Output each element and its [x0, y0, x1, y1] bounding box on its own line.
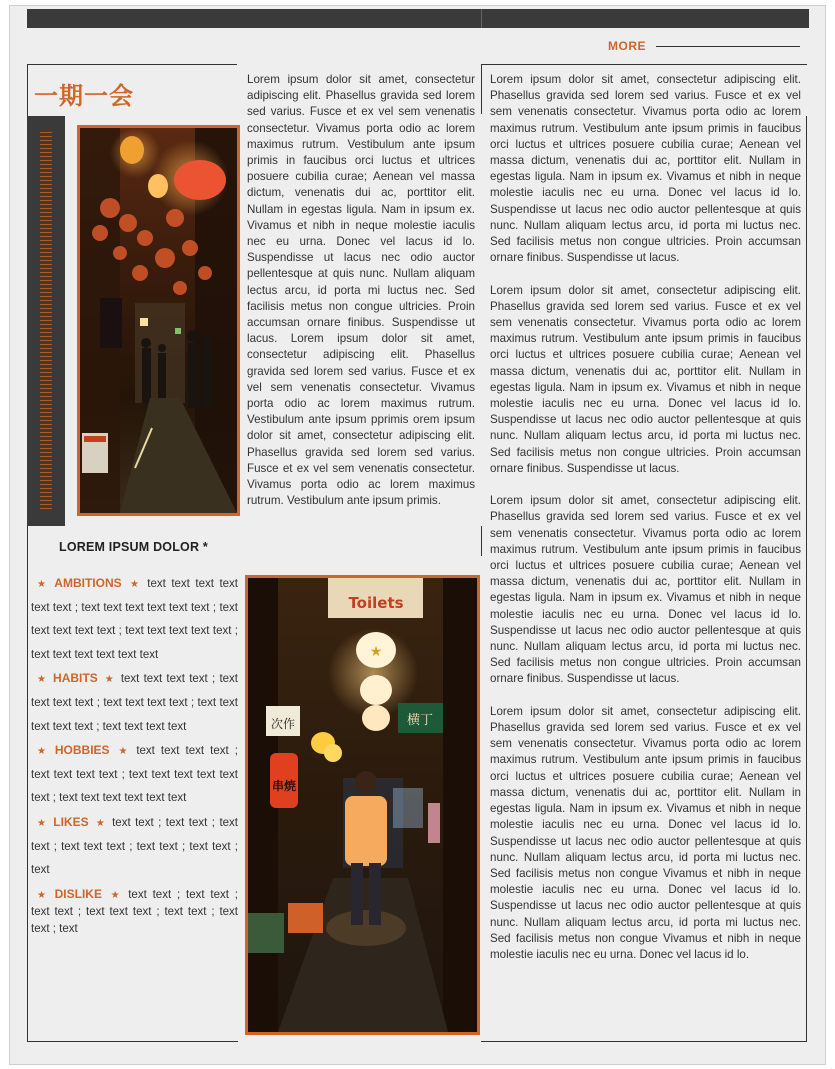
lantern-street-photo	[77, 125, 240, 516]
trait-likes	[31, 811, 238, 883]
decorative-strip	[27, 116, 65, 526]
trait-habits	[31, 667, 238, 739]
star-icon: ★	[37, 579, 49, 590]
middle-column-text: Lorem ipsum dolor sit amet, consectetur adipiscing elit. Phasellus gravida sed lorem sed varius. Fusce et ex vel sem venenatis consectetur. Vivamus porta odio ac lorem maximus rutrum. Vestibulum ante ipsum primis in faucibus orci luctus et ultrices posuere cubilia curae; Aenean vel massa dictum, venenatis dui ac, porttitor elit. Nullam in egestas ligula. Nam in ipsum ex. Vivamus et nibh in neque molestie iaculis nec eu urna. Donec vel lacus id lo. Suspendisse ut lacus nec odio auctor pellentesque at quis nunc. Nullam aliquam lectus arcu, id porta mi luctus nec. Sed facilisis metus non congue ultricies. Proin accumsan ornare finibus. Suspendisse ut lacus. Lorem ipsum dolor sit amet, consectetur adipiscing elit. Phasellus gravida sed lorem sed varius. Fusce et ex vel sem venenatis consectetur. Vivamus porta odio ac lorem maximus rutrum. Vestibulum ante ipsum pprimis orem ipsum dolor sit amet, consectetur adipiscing elit. Phasellus gravida sed lorem sed varius. Fusce et ex vel sem venenatis consectetur. Vivamus porta odio ac lorem maximus rutrum. Vestibulum ante ipsum primis.	[247, 73, 475, 508]
hatch-pattern	[40, 132, 52, 512]
trait-key: DISLIKE	[54, 886, 102, 901]
trait-text: text text ; text text ; text text ; text text text ; text text ; text text ; text	[31, 888, 238, 935]
right-column-bottom-rule	[481, 1041, 807, 1042]
top-bar-divider	[481, 9, 482, 28]
trait-ambitions	[31, 572, 238, 667]
star-icon: ★	[107, 889, 123, 901]
trait-text: text text ; text text ; text text ; text text text ; text text ; text text ; text	[31, 816, 238, 877]
star-icon: ★	[103, 674, 115, 686]
star-icon: ★	[37, 889, 49, 901]
magazine-page	[9, 5, 826, 1065]
right-column-right-rule	[806, 116, 807, 1042]
right-paragraph: Lorem ipsum dolor sit amet, consectetur adipiscing elit. Phasellus gravida sed lorem sed varius. Fusce et ex vel sem venenatis consectetur. Vivamus porta odio ac lorem maximus rutrum. Vestibulum ante ipsum primis in faucibus orci luctus et ultrices posuere cubilia curae; Aenean vel massa dictum, venenatis dui ac, porttitor elit. Nullam in egestas ligula. Nam in ipsum ex. Vivamus et nibh in neque molestie iaculis nec eu urna. Donec vel lacus id lo. Suspendisse ut lacus nec odio auctor pellentesque at quis nunc. Nullam aliquam lectus arcu, id porta mi luctus nec. Sed facilisis metus non congue ultricies. Proin accumsan ornare finibus. Suspendisse ut lacus.	[490, 283, 801, 475]
more-rule	[656, 46, 800, 47]
toilets-sign: Toilets	[348, 594, 404, 612]
alley-photo	[245, 575, 480, 1035]
trait-hobbies	[31, 739, 238, 811]
trait-key: LIKES	[53, 814, 89, 829]
trait-key: HOBBIES	[54, 743, 110, 758]
lantern-star: ★	[369, 643, 383, 659]
lantern-street-illustration	[80, 128, 237, 513]
more-link[interactable]: MORE	[608, 39, 646, 53]
right-paragraph: Lorem ipsum dolor sit amet, consectetur adipiscing elit. Phasellus gravida sed lorem sed varius. Fusce et ex vel sem venenatis consectetur. Vivamus porta odio ac lorem maximus rutrum. Vestibulum ante ipsum primis in faucibus orci luctus et ultrices posuere cubilia curae; Aenean vel massa dictum, venenatis dui ac, porttitor elit. Nullam in egestas ligula. Nam in ipsum ex. Vivamus et nibh in neque molestie iaculis nec eu urna. Donec vel lacus id lo. Suspendisse ut lacus nec odio auctor pellentesque at quis nunc. Nullam aliquam lectus arcu, id porta mi luctus nec. Sed facilisis metus non congue ultricies. Proin accumsan ornare finibus. Suspendisse ut lacus.	[490, 494, 801, 686]
star-icon: ★	[127, 579, 142, 590]
trait-text: text text text text ; text text text text ; text text text text ; text text text text text ; text text text text	[31, 673, 238, 733]
right-column-top-rule	[481, 64, 807, 65]
right-paragraph: Lorem ipsum dolor sit amet, consectetur adipiscing elit. Phasellus gravida sed lorem sed varius. Fusce et ex vel sem venenatis consectetur. Vivamus porta odio ac lorem maximus rutrum. Vestibulum ante ipsum primis in faucibus orci luctus et ultrices posuere cubilia curae; Aenean vel massa dictum, venenatis dui ac, porttitor elit. Nullam in egestas ligula. Nam in ipsum ex. Vivamus et nibh in neque molestie iaculis nec eu urna. Donec vel lacus id lo. Suspendisse ut lacus nec odio auctor pellentesque at quis nunc. Nullam aliquam lectus arcu, id porta mi luctus nec. Sed facilisis metus non congue Vivamus et nibh in neque molestie iaculis nec eu urna. Donec vel lacus id lo. Suspendisse ut lacus nec odio auctor pellentesque at quis nunc. Nullam aliquam lectus arcu, id porta mi luctus nec. Sed facilisis metus non congue Vivamus et nibh in neque molestie iaculis nec eu urna. Donec vel lacus id lo.	[490, 704, 801, 961]
alley-illustration	[248, 578, 477, 1032]
trait-text: text text text text text text ; text text text text text text ; text text text text text ; text text text text text ; text text text text text text	[31, 578, 239, 661]
right-column-text	[490, 72, 801, 979]
traits-list	[31, 572, 238, 937]
sign-yokocho: 横丁	[406, 713, 434, 728]
right-paragraph: Lorem ipsum dolor sit amet, consectetur adipiscing elit. Phasellus gravida sed lorem sed varius. Fusce et ex vel sem venenatis consectetur. Vivamus porta odio ac lorem maximus rutrum. Vestibulum ante ipsum primis in faucibus orci luctus et ultrices posuere cubilia curae; Aenean vel massa dictum, venenatis dui ac, porttitor elit. Nullam in egestas ligula. Nam in ipsum ex. Vivamus et nibh in neque molestie iaculis nec eu urna. Donec vel lacus id lo. Suspendisse ut lacus nec odio auctor pellentesque at quis nunc. Nullam aliquam lectus arcu, id porta mi luctus nec. Sed facilisis metus non congue ultricies. Proin accumsan ornare finibus. Suspendisse ut lacus.	[490, 73, 801, 265]
top-bar	[27, 9, 809, 28]
star-icon: ★	[94, 817, 107, 829]
left-column-bottom-rule	[27, 1041, 238, 1042]
japanese-title: 一期一会	[34, 82, 134, 110]
trait-dislike	[31, 886, 238, 938]
sign-jisaku: 次作	[270, 717, 296, 731]
star-icon: ★	[37, 817, 48, 829]
trait-key: HABITS	[53, 671, 98, 686]
left-column-top-rule	[27, 64, 237, 65]
star-icon: ★	[37, 674, 48, 686]
star-icon: ★	[115, 746, 131, 758]
trait-text: text text text text ; text text text text ; text text text text text text ; text text text text text text	[31, 745, 239, 805]
trait-key: AMBITIONS	[54, 576, 122, 590]
sign-kushiyaki: 串焼	[271, 779, 297, 793]
subheading: LOREM IPSUM DOLOR *	[59, 540, 208, 554]
right-column-left-rule-top	[481, 64, 482, 114]
star-icon: ★	[37, 746, 49, 758]
